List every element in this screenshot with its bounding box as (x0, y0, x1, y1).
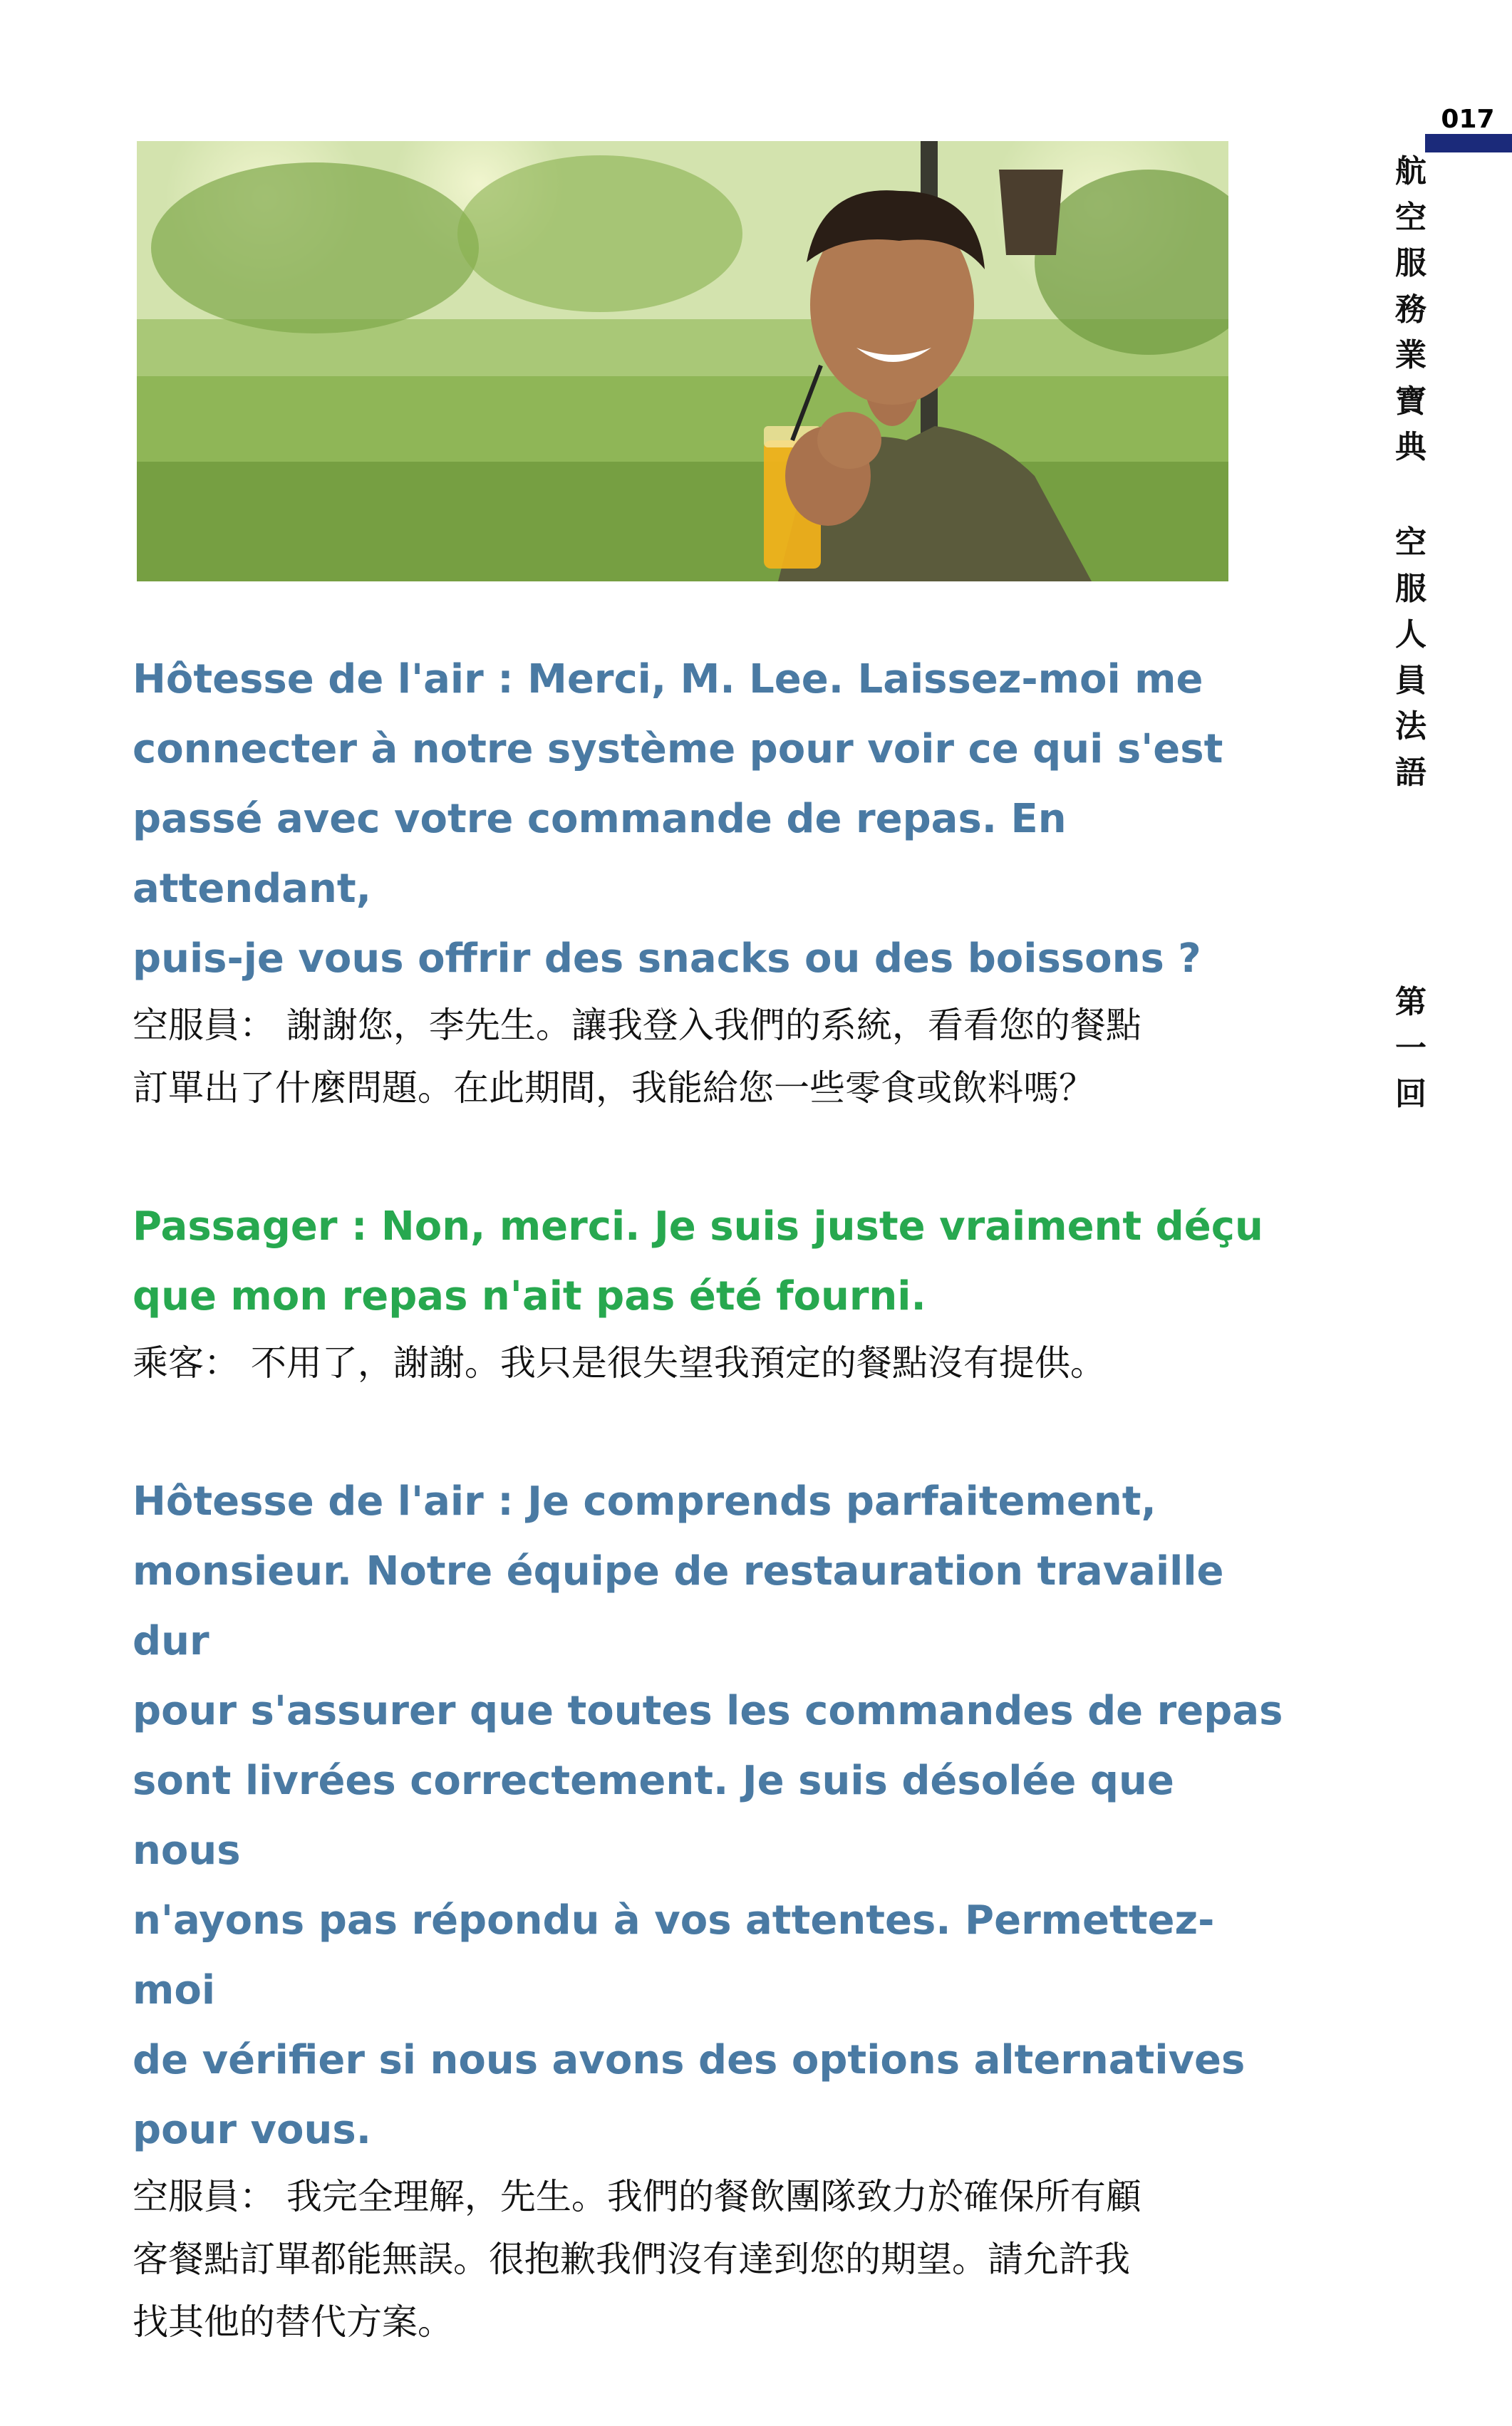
french-line: monsieur. Notre équipe de restauration travaille dur (133, 1548, 1224, 1664)
side-char: 員 (1395, 662, 1426, 699)
side-title-chapter (1389, 980, 1432, 1118)
side-char: 務 (1395, 291, 1426, 328)
side-char: 法 (1395, 708, 1426, 745)
page-number: 017 (1441, 105, 1495, 134)
dialogue-content (133, 645, 1287, 2426)
french-line: pour vous. (133, 2107, 371, 2153)
side-char: 業 (1395, 337, 1426, 373)
side-char: 語 (1395, 754, 1426, 791)
page-number-bar (1425, 134, 1512, 152)
french-line: pour s'assurer que toutes les commandes de repas (133, 1688, 1283, 1734)
photo (137, 141, 1228, 581)
side-char: 第 (1395, 984, 1426, 1020)
french-line: Hôtesse de l'air : Merci, M. Lee. Laissez-moi me (133, 656, 1203, 703)
chinese-line: 空服員： 我完全理解，先生。我們的餐飲團隊致力於確保所有顧 (133, 2176, 1141, 2217)
side-char: 寶 (1395, 383, 1426, 420)
dialogue-block-attendant-1 (133, 645, 1287, 1119)
chinese-line: 找其他的替代方案。 (133, 2301, 453, 2343)
chinese-line: 乘客： 不用了，謝謝。我只是很失望我預定的餐點沒有提供。 (133, 1342, 1106, 1384)
french-line: connecter à notre système pour voir ce qui s'est (133, 726, 1223, 772)
french-line: sont livrées correctement. Je suis désolée que nous (133, 1758, 1174, 1874)
french-line: Passager : Non, merci. Je suis juste vraiment déçu (133, 1203, 1263, 1250)
chinese-line: 訂單出了什麼問題。在此期間，我能給您一些零食或飲料嗎？ (133, 1067, 1094, 1109)
side-title-subject (1389, 520, 1432, 796)
side-char: 服 (1395, 570, 1426, 607)
french-line: que mon repas n'ait pas été fourni. (133, 1273, 926, 1320)
chinese-line: 客餐點訂單都能無誤。很抱歉我們沒有達到您的期望。請允許我 (133, 2239, 1130, 2280)
side-char: 航 (1395, 153, 1426, 190)
chinese-line: 空服員： 謝謝您，李先生。讓我登入我們的系統，看看您的餐點 (133, 1005, 1141, 1046)
dialogue-block-attendant-2 (133, 1467, 1287, 2353)
side-title-book (1389, 149, 1432, 471)
french-line: Hôtesse de l'air : Je comprends parfaitement, (133, 1478, 1156, 1525)
french-line: passé avec votre commande de repas. En attendant, (133, 796, 1067, 912)
side-char: 空 (1395, 199, 1426, 236)
french-line: de vérifier si nous avons des options alternatives (133, 2037, 1246, 2083)
dialogue-block-passenger (133, 1192, 1287, 1394)
side-char: 空 (1395, 524, 1426, 561)
side-char: 服 (1395, 245, 1426, 281)
side-char: 一 (1395, 1030, 1426, 1067)
french-line: n'ayons pas répondu à vos attentes. Permettez-moi (133, 1897, 1215, 2013)
side-char: 回 (1395, 1076, 1426, 1112)
side-char: 典 (1395, 429, 1426, 465)
french-line: puis-je vous offrir des snacks ou des boissons ? (133, 935, 1201, 982)
side-char: 人 (1395, 616, 1426, 653)
photo-illustration (137, 141, 1228, 581)
